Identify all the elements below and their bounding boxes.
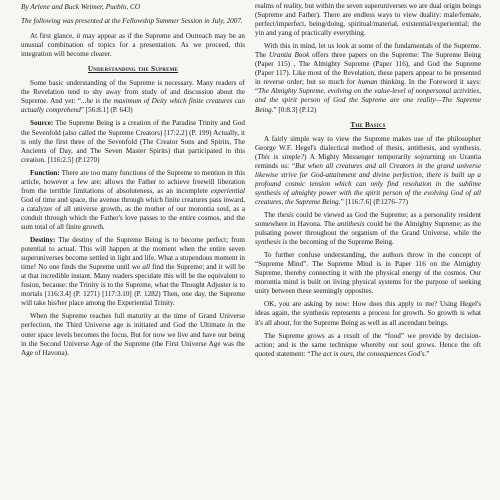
paragraph-function: Function: There are too many functions of the Supreme to mention in this article, however a few are: allows the Father to achieve freewill liberation from the terrible limitations of absoluteness, as an incomplete experiential God of time and space, the avenue through which finite creatures pass inward, a catalyzer of all universe growth, as the mother of our morontia soul, as a conduit through which the Father's love passes to the entire cosmos, and the sum total of all finite growth. <box>21 168 245 231</box>
paragraph-thesis: The thesis could be viewed as God the Supreme; as a personality resident somewhere in Havona. The antithesis could be the Almighty Supreme; as the pulsating power throughout the organism of the Grand Universe, while the synthesis is the becoming of the Supreme Being. <box>255 210 482 247</box>
source-label: Source: <box>30 119 54 128</box>
right-column <box>255 2 481 363</box>
paragraph-supreme-mind: To further confuse understanding, the authors throw in the concept of “Supreme Mind”. The Supreme Mind is in Paper 116 on the Almighty Supreme, thereby connecting it with the physical energy of the cosmos. Our morontia mind is built on living physical systems for the purpose of seeking unity between these seemingly opposites. <box>255 251 481 296</box>
left-column <box>21 2 245 362</box>
paragraph-growth: OK, you are asking by now: How does this apply to me? Using Hegel's ideas again, the synthesis represents a process for growth. So growth is what it's all about, for the Supreme Being as well as all ascendant beings. <box>255 300 481 327</box>
intro-paragraph: At first glance, it may appear as if the Supreme and Outreach may be an unusual combination of topics for a presentation. As we proceed, this integration will become clearer. <box>21 32 245 59</box>
byline: By Arlene and Buck Weimer, Pueblo, CO <box>21 2 141 11</box>
paragraph-decision-action: The Supreme grows as a result of the “food” we provide by decision-action; and is the same technique whereby our soul grows. Hence the oft quoted statement: “The act is ours, the consequences God's.” <box>255 331 481 358</box>
section-heading-basics: The Basics <box>350 120 386 129</box>
destiny-label: Destiny: <box>30 236 56 245</box>
paragraph-basic-understanding: Some basic understanding of the Supreme is necessary. Many readers of the Revelation tend to shy away from study of and discussion about the Supreme. And yet: “...he is the maximum of Deity which finite creatures can actually comprehend” [56:8.1] (P. 643) <box>21 79 245 115</box>
paragraph-dual-origin: realms of reality, but within the seven superuniverses we are dual origin beings (Supreme and Father). There are endless ways to view duality: male/female, perfect/imperfect, being/doing, spiritual/material, existential/experiential; the yin and yang of practically everything. <box>255 2 481 38</box>
paragraph-hegel: A fairly simple way to view the Supreme makes use of the philosopher George W.F. Hegel's dialectical method of thesis, antithesis, and synthesis. (This is simple?) A Mighty Messenger temporarily sojourning on Urantia reminds us: “But when all creatures and all Creators in the grand universe likewise strive for God-attainment and divine perfection, there is built up a profound cosmic tension which can only find resolution in the sublime synthesis of almighty power with the spirit person of the evolving God of all creatures, the Supreme Being.” [116:7.6] (P.1276–77) <box>255 134 481 206</box>
paragraph-fundamentals: With this in mind, let us look at some of the fundamentals of the Supreme. The Urantia Book offers three papers on the Supreme: The Supreme Being (Paper 115) , The Almighty Supreme (Paper 116), and God the Supreme (Paper 117). Like most of the Revelation, these papers appear to be presented in reverse order; but so much for human thinking. In the Foreword it says: “The Almighty Supreme, evolving on the value-level of nonpersonal activities, and the spirit person of God the Supreme are one reality—The Supreme Being.” [0:8.3] (P.12) <box>255 42 481 114</box>
paragraph-source: Source: The Supreme Being is a creation of the Paradise Trinity and God the Sevenfold (also called the Supreme Creators) [17:2.2] (P. 199) Actually, it is only the first three of the Sevenfold (The Creator Sons and Spirits, The Ancients of Day, and The Seven Master Spirits) that participated in this creation. [116:2.5] (P.1270) <box>21 119 245 164</box>
section-heading-understanding: Understanding the Supreme <box>87 65 179 74</box>
function-label: Function: <box>30 168 60 177</box>
paragraph-third-universe-age: When the Supreme reaches full maturity at the time of Grand Universe perfection, the Third Universe age is initiated and God the Ultimate in the outer space levels becomes the focus. But for now we live and have our being in the Second Universe Age of the Supreme (the First Universe Age was the Age of Havona). <box>21 312 245 357</box>
intro-note: The following was presented at the Fellowship Summer Session in July, 2007. <box>21 17 243 26</box>
paragraph-destiny: Destiny: The destiny of the Supreme Being is to become perfect; from potential to actual. This will happen at the moment when the entire seven superuniverses become settled in light and life. What a stupendous moment in time! No one finds the Supreme until we all find the Supreme; and it will be at that incredible instant. Many readers speculate this will be the equivalent to fusion, because: the Trinity is to the Supreme, what the Thought Adjuster is to mortals [116:3.4] (P. 1271) [117:3.10] (P. 1282) Then, one day, the Supreme will take his/her place among the Experiential Trinity. <box>21 236 245 308</box>
